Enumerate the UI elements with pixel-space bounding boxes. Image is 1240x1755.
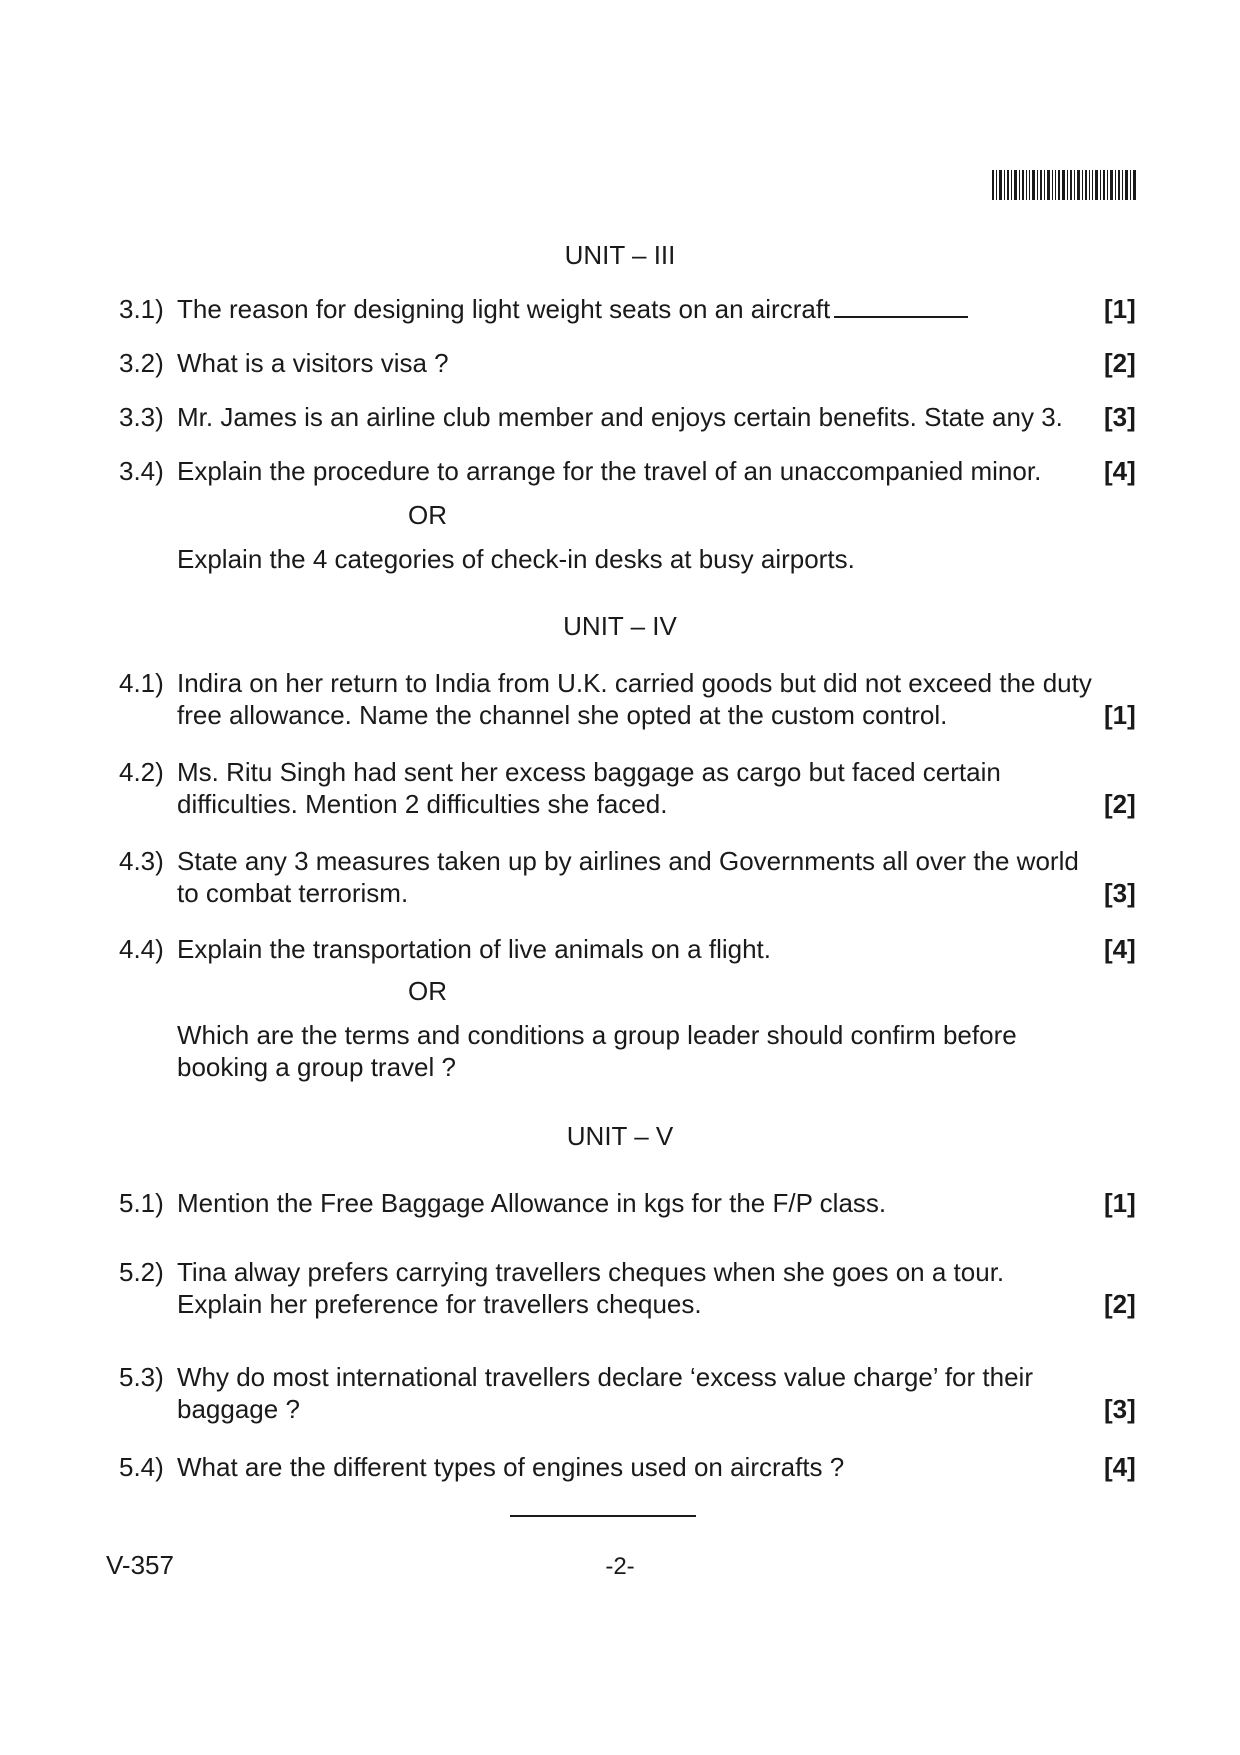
question-marks: [4] [1104, 1452, 1136, 1482]
question-text: Tina alway prefers carrying travellers cheques when she goes on a tour. Explain her preference for travellers cheques. [177, 1257, 1005, 1319]
question-marks: [4] [1104, 456, 1136, 486]
question-text: The reason for designing light weight seats on an aircraft [177, 293, 1092, 325]
alternative-question: Explain the 4 categories of check-in desks at busy airports. [177, 544, 855, 574]
unit-3-heading: UNIT – III [564, 240, 676, 270]
question-number: 3.2) [119, 348, 164, 378]
question-text: What is a visitors visa ? [177, 348, 449, 378]
unit-4-heading: UNIT – IV [563, 611, 677, 641]
question-number: 5.3) [119, 1362, 164, 1392]
answer-blank [834, 294, 968, 318]
question-text: Ms. Ritu Singh had sent her excess baggage as cargo but faced certain difficulties. Mention 2 difficulties she faced. [177, 757, 1001, 819]
paper-code: V-357 [106, 1550, 174, 1580]
page-number: -2- [605, 1553, 635, 1580]
question-marks: [2] [1104, 789, 1136, 819]
question-text: State any 3 measures taken up by airlines and Governments all over the world to combat terrorism. [177, 846, 1079, 908]
unit-5-heading: UNIT – V [566, 1121, 674, 1151]
question-marks: [1] [1104, 1188, 1136, 1218]
question-marks: [1] [1104, 294, 1136, 324]
or-separator: OR [408, 976, 447, 1006]
question-text: What are the different types of engines used on aircrafts ? [177, 1452, 845, 1482]
question-number: 4.1) [119, 668, 164, 698]
or-separator: OR [408, 500, 447, 530]
question-text: Explain the transportation of live animals on a flight. [177, 934, 772, 964]
question-number: 4.3) [119, 846, 164, 876]
question-number: 4.4) [119, 934, 164, 964]
question-number: 3.4) [119, 456, 164, 486]
question-marks: [2] [1104, 348, 1136, 378]
question-text: Indira on her return to India from U.K. carried goods but did not exceed the duty free allowance. Name the channel she opted at the custom control. [177, 668, 1092, 730]
question-text: Why do most international travellers declare ‘excess value charge’ for their baggage ? [177, 1362, 1033, 1424]
question-number: 3.3) [119, 402, 164, 432]
question-text: Mr. James is an airline club member and enjoys certain benefits. State any 3. [177, 402, 1063, 432]
question-marks: [4] [1104, 934, 1136, 964]
question-marks: [3] [1104, 402, 1136, 432]
question-marks: [3] [1104, 878, 1136, 908]
question-number: 4.2) [119, 757, 164, 787]
alternative-question: Which are the terms and conditions a group leader should confirm before booking a group travel ? [177, 1020, 1017, 1082]
question-number: 5.1) [119, 1188, 164, 1218]
question-number: 5.4) [119, 1452, 164, 1482]
end-rule [510, 1515, 696, 1517]
question-marks: [2] [1104, 1289, 1136, 1319]
question-text: Mention the Free Baggage Allowance in kgs for the F/P class. [177, 1188, 887, 1218]
question-number: 5.2) [119, 1257, 164, 1287]
question-marks: [1] [1104, 700, 1136, 730]
barcode [992, 170, 1136, 200]
question-marks: [3] [1104, 1394, 1136, 1424]
question-text: Explain the procedure to arrange for the travel of an unaccompanied minor. [177, 456, 1042, 486]
question-number: 3.1) [119, 294, 164, 324]
